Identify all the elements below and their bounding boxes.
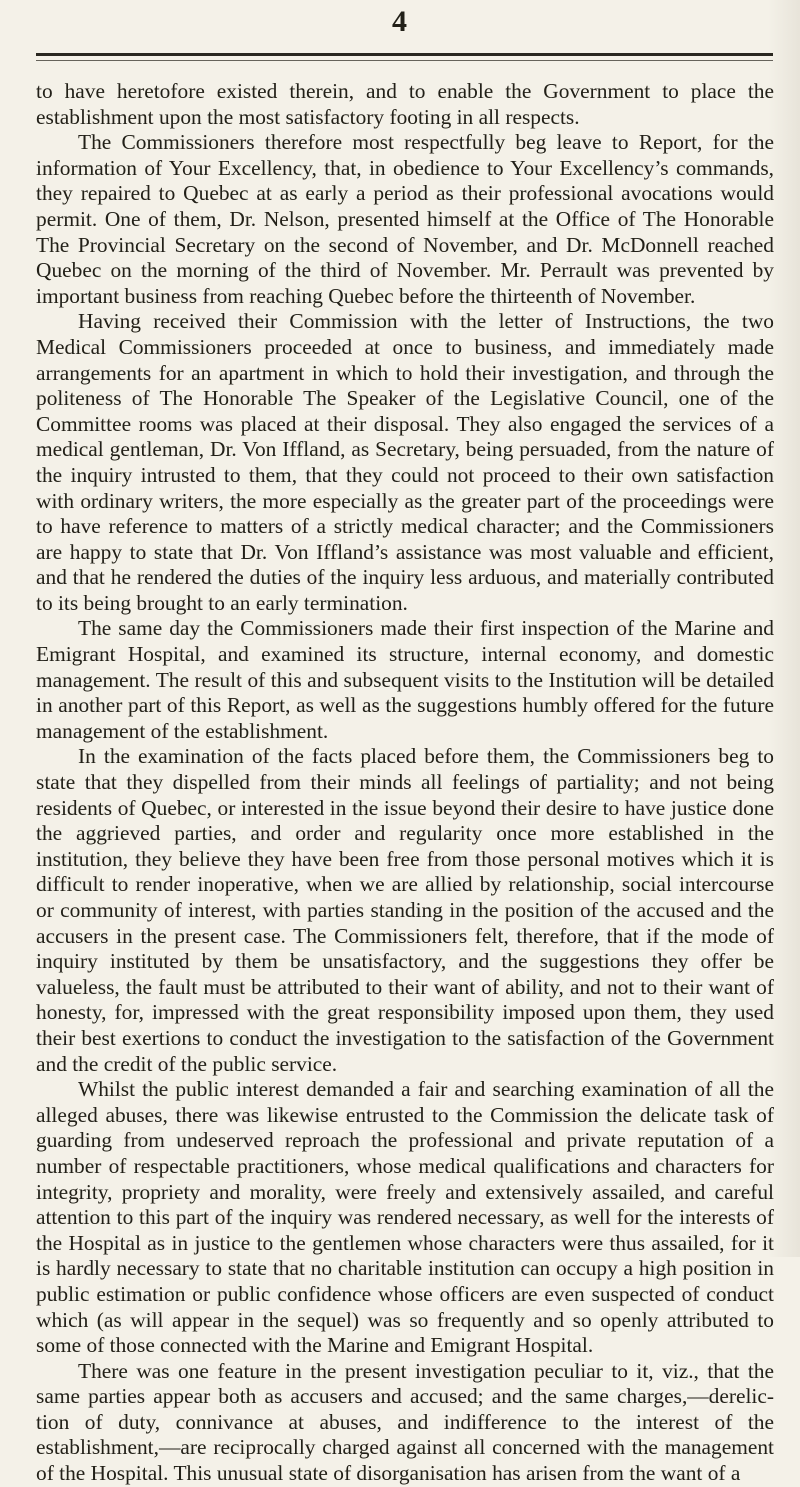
paragraph: In the examination of the facts placed before them, the Commissioners beg to state that they dispelled from their minds all feelings of partiality; and not being residents of Quebec, or interested in the issue beyond their desire to have justice done the aggrieved parties, and order and regularity once more established in the institution, they believe they have been free from those personal motives which it is difficult to render inoperative, when we are allied by relationship, social intercourse or community of interest, with parties standing in the position of the accused and the accusers in the present case. The Commissioners felt, therefore, that if the mode of inquiry instituted by them be unsatisfactory, and the suggestions they offer be valueless, the fault must be attributed to their want of ability, and not to their want of honesty, for, impressed with the great responsibility imposed upon them, they used their best exertions to conduct the investigation to the satisfaction of the Government and the credit of the public service. xyxy=(36,744,774,1076)
paragraph: Whilst the public interest demanded a fair and searching examination of all the alleged abuses, there was likewise entrusted to the Commission the delicate task of guarding from undeserved reproach the professional and private reputation of a number of respectable practitioners, whose medical qualifications and characters for integrity, propriety and morality, were freely and extensively assailed, and careful attention to this part of the inquiry was rendered necessary, as well for the interests of the Hospital as in justice to the gentlemen whose characters were thus assailed, for it is hardly necessary to state that no charitable institution can occupy a high position in public estimation or public confidence whose officers are even suspected of conduct which (as will appear in the sequel) was so frequently and so openly attributed to some of those connected with the Marine and Emigrant Hospital. xyxy=(36,1077,774,1358)
body-text xyxy=(36,79,774,1487)
header-rule-thin xyxy=(36,60,773,61)
paragraph: Having received their Commission with the letter of Instructions, the two Medical Commissioners proceeded at once to business, and immediately made arrangements for an apartment in which to hold their investigation, and through the politeness of The Honorable The Speaker of the Legislative Council, one of the Committee rooms was placed at their disposal. They also engaged the services of a medical gentleman, Dr. Von Iffland, as Secretary, being persuaded, from the nature of the inquiry intrusted to them, that they could not proceed to their own satisfaction with ordinary writers, the more especially as the greater part of the proceedings were to have reference to matters of a strictly medical character; and the Commissioners are happy to state that Dr. Von Iffland’s assistance was most valuable and efficient, and that he rendered the duties of the inquiry less arduous, and materially contributed to its being brought to an early termination. xyxy=(36,309,774,615)
page-number: 4 xyxy=(392,5,408,38)
paragraph: There was one feature in the present investigation peculiar to it, viz., that the same parties appear both as accusers and accused; and the same charges,—derelic-tion of duty, connivance at abuses, and indifference to the interest of the establishment,—are reciprocally charged against all concerned with the management of the Hospital. This unusual state of disorganisation has arisen from the want of a xyxy=(36,1358,774,1486)
paragraph-continuation: to have heretofore existed therein, and to enable the Government to place the establishment upon the most satisfactory footing in all respects. xyxy=(36,79,774,129)
paragraph: The same day the Commissioners made their first inspection of the Marine and Emigrant Hospital, and examined its structure, internal economy, and domestic management. The result of this and subsequent visits to the Institution will be detailed in another part of this Report, as well as the suggestions humbly offered for the future management of the establishment. xyxy=(36,616,774,743)
paragraph: The Commissioners therefore most respectfully beg leave to Report, for the information of Your Excellency, that, in obedience to Your Excellency’s commands, they repaired to Quebec at as early a period as their professional avocations would permit. One of them, Dr. Nelson, presented himself at the Office of The Honorable The Provincial Secretary on the second of November, and Dr. McDonnell reached Quebec on the morning of the third of November. Mr. Perrault was prevented by important business from reaching Quebec before the thirteenth of November. xyxy=(36,130,774,308)
header-rule-thick xyxy=(36,53,773,56)
